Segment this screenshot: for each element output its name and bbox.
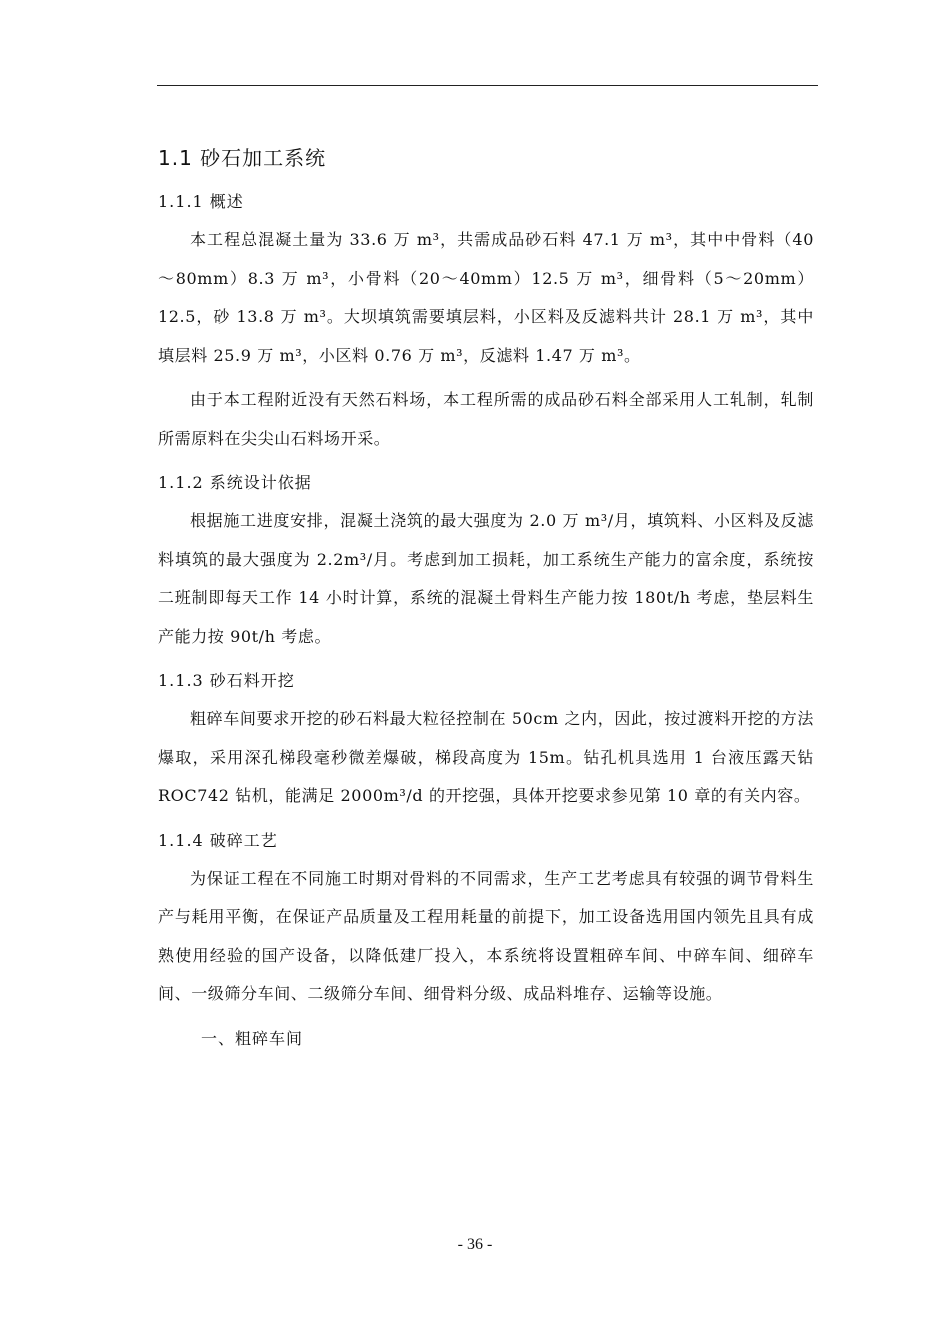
paragraph: 由于本工程附近没有天然石料场，本工程所需的成品砂石料全部采用人工轧制，轧制所需原料在尖尖山石料场开采。	[158, 390, 814, 448]
subsection-overview	[158, 187, 814, 458]
subsection-crushing-process	[158, 826, 814, 1014]
section-title: 1.1 砂石加工系统	[158, 146, 327, 170]
subsection-excavation	[158, 666, 814, 816]
subsection-design-basis	[158, 468, 814, 656]
paragraph: 根据施工进度安排，混凝土浇筑的最大强度为 2.0 万 m³/月，填筑料、小区料及反滤料填筑的最大强度为 2.2m³/月。考虑到加工损耗，加工系统生产能力的富余度，系统按二班制即每天工作 14 小时计算，系统的混凝土骨料生产能力按 180t/h 考虑，垫层料生产能力按 90t/h 考虑。	[158, 511, 814, 646]
subsection-heading: 1.1.1 概述	[158, 192, 244, 211]
paragraph: 粗碎车间要求开挖的砂石料最大粒径控制在 50cm 之内，因此，按过渡料开挖的方法爆取，采用深孔梯段毫秒微差爆破，梯段高度为 15m。钻孔机具选用 1 台液压露天钻 ROC742 钻机，能满足 2000m³/d 的开挖强，具体开挖要求参见第 10 章的有关内容。	[158, 709, 814, 805]
subsection-heading: 1.1.2 系统设计依据	[158, 473, 312, 492]
header-rule	[157, 85, 818, 86]
document-body	[158, 143, 814, 1054]
list-subheading: 一、粗碎车间	[201, 1028, 304, 1048]
subsection-heading: 1.1.4 破碎工艺	[158, 830, 278, 850]
subsection-heading: 1.1.3 砂石料开挖	[158, 671, 295, 690]
paragraph: 本工程总混凝土量为 33.6 万 m³，共需成品砂石料 47.1 万 m³，其中中骨料（40～80mm）8.3 万 m³，小骨料（20～40mm）12.5 万 m³，细骨料（5～20mm）12.5，砂 13.8 万 m³。大坝填筑需要填层料，小区料及反滤料共计 28.1 万 m³，其中填层料 25.9 万 m³，小区料 0.76 万 m³，反滤料 1.47 万 m³。	[158, 230, 814, 365]
page-number: - 36 -	[457, 1236, 493, 1253]
paragraph: 为保证工程在不同施工时期对骨料的不同需求，生产工艺考虑具有较强的调节骨料生产与耗用平衡，在保证产品质量及工程用耗量的前提下，加工设备选用国内领先且具有成熟使用经验的国产设备，以降低建厂投入，本系统将设置粗碎车间、中碎车间、细碎车间、一级筛分车间、二级筛分车间、细骨料分级、成品料堆存、运输等设施。	[158, 868, 814, 1003]
